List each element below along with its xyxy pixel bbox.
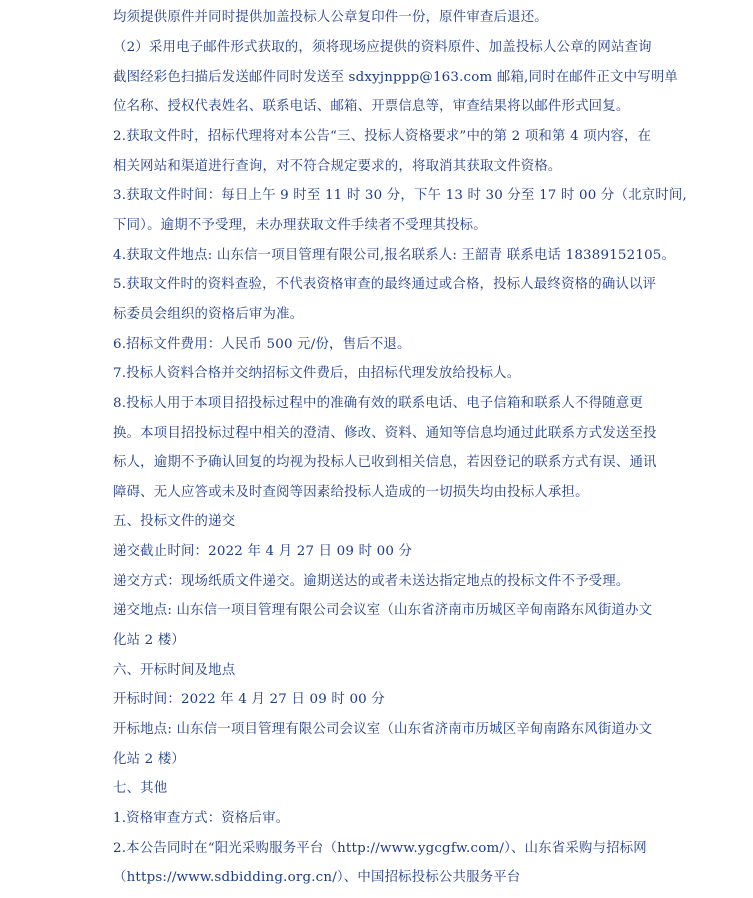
- text-line: 7.投标人资料合格并交纳招标文件费后，由招标代理发放给投标人。: [113, 366, 521, 381]
- text-line: 换。本项目招投标过程中相关的澄清、修改、资料、通知等信息均通过此联系方式发送至投: [113, 426, 657, 441]
- text-line: 5.获取文件时的资料查验，不代表资格审查的最终通过或合格，投标人最终资格的确认以评: [113, 277, 657, 292]
- text-line: 相关网站和渠道进行查询，对不符合规定要求的，将取消其获取文件资格。: [113, 159, 562, 174]
- text-line: 递交地点: 山东信一项目管理有限公司会议室（山东省济南市历城区辛甸南路东风街道办文: [113, 603, 653, 618]
- text-line: 均须提供原件并同时提供加盖投标人公章复印件一份，原件审查后退还。: [113, 10, 548, 25]
- text-line: 障碍、无人应答或未及时查阅等因素给投标人造成的一切损失均由投标人承担。: [113, 485, 589, 500]
- text-line: 8.投标人用于本项目招投标过程中的准确有效的联系电话、电子信箱和联系人不得随意更: [113, 396, 643, 411]
- text-line: 递交截止时间：2022 年 4 月 27 日 09 时 00 分: [113, 544, 413, 559]
- text-line: 2.获取文件时，招标代理将对本公告“三、投标人资格要求”中的第 2 项和第 4 项内容，在: [113, 129, 652, 144]
- text-line: 4.获取文件地点: 山东信一项目管理有限公司,报名联系人: 王韶青 联系电话 18389152105。: [113, 248, 676, 263]
- section-heading: 六、开标时间及地点: [113, 663, 236, 678]
- text-line: 3.获取文件时间：每日上午 9 时至 11 时 30 分，下午 13 时 30 分至 17 时 00 分（北京时间,: [113, 188, 687, 203]
- text-line: （2）采用电子邮件形式获取的，须将现场应提供的资料原件、加盖投标人公章的网站查询: [113, 40, 652, 55]
- text-line: 2.本公告同时在“阳光采购服务平台（http://www.ygcgfw.com/）、山东省采购与招标网: [113, 841, 647, 856]
- text-line: 化站 2 楼）: [113, 752, 185, 767]
- section-heading: 七、其他: [113, 781, 168, 796]
- text-line: 递交方式：现场纸质文件递交。逾期送达的或者未送达指定地点的投标文件不予受理。: [113, 574, 630, 589]
- text-line: 标人，逾期不予确认回复的均视为投标人已收到相关信息，若因登记的联系方式有误、通讯: [113, 455, 657, 470]
- text-line: 1.资格审查方式：资格后审。: [113, 811, 290, 826]
- text-line: 化站 2 楼）: [113, 633, 185, 648]
- text-line: 开标时间：2022 年 4 月 27 日 09 时 00 分: [113, 692, 385, 707]
- text-line: 截图经彩色扫描后发送邮件同时发送至 sdxyjnppp@163.com 邮箱,同时在邮件正文中写明单: [113, 70, 679, 85]
- text-line: 标委员会组织的资格后审为准。: [113, 307, 304, 322]
- section-heading: 五、投标文件的递交: [113, 514, 236, 529]
- text-line: 位名称、授权代表姓名、联系电话、邮箱、开票信息等，审查结果将以邮件形式回复。: [113, 99, 630, 114]
- text-line: 6.招标文件费用：人民币 500 元/份，售后不退。: [113, 337, 411, 352]
- text-line: 下同）。逾期不予受理，未办理获取文件手续者不受理其投标。: [113, 218, 487, 233]
- text-line: （https://www.sdbidding.org.cn/）、中国招标投标公共服务平台: [113, 870, 521, 885]
- text-line: 开标地点: 山东信一项目管理有限公司会议室（山东省济南市历城区辛甸南路东风街道办文: [113, 722, 653, 737]
